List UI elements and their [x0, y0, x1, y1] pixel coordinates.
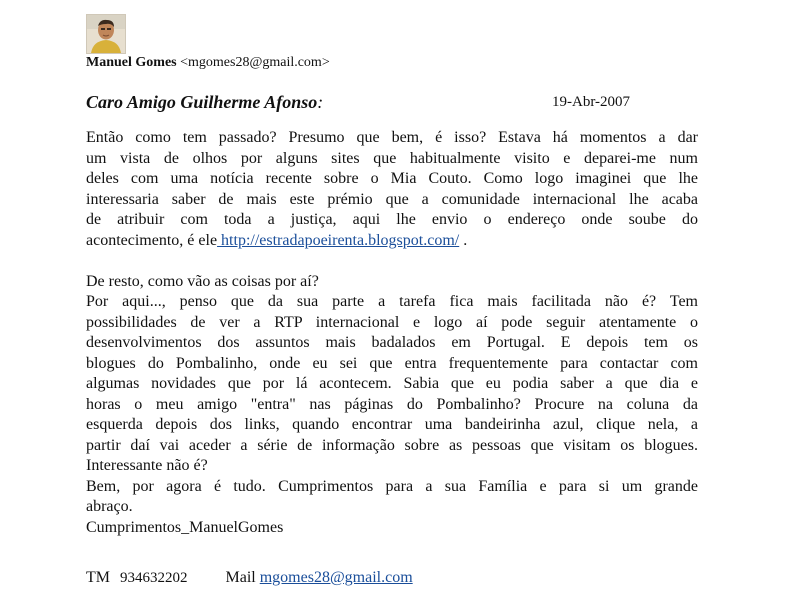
paragraph-line: Então como tem passado? Presumo que bem, é isso? Estava há momentos a dar: [86, 129, 698, 146]
greeting: [86, 92, 323, 113]
email-link[interactable]: mgomes28@gmail.com: [259, 569, 413, 586]
paragraph-body: [86, 292, 698, 538]
sender-line: [86, 55, 330, 71]
paragraph-line: esquerda depois dos links, quando encontrar uma bandeirinha azul, clique nela, a: [86, 416, 698, 433]
sender-email: <mgomes28@gmail.com>: [180, 55, 330, 70]
sender-name: Manuel Gomes: [86, 55, 177, 70]
avatar: [86, 14, 126, 54]
greeting-colon: :: [317, 92, 324, 112]
letter-date: 19-Abr-2007: [552, 94, 631, 110]
phone-label: TM: [86, 569, 110, 586]
paragraph-line: desenvolvimentos dos assuntos mais badalados em Portugal. E depois tem os: [86, 334, 698, 351]
link-suffix: .: [459, 231, 468, 249]
paragraph-line-last: [86, 231, 698, 252]
link-prefix: acontecimento, é ele: [86, 231, 218, 249]
closing-line-last: abraço.: [86, 498, 133, 515]
paragraph-question: [86, 272, 698, 293]
greeting-text: Caro Amigo Guilherme Afonso: [86, 92, 318, 112]
paragraph-line: possibilidades de ver a RTP internacional e logo aí pode seguir atentamente o: [86, 313, 698, 331]
paragraph-line: um vista de olhos por alguns sites que habitualmente visito e deparei-me num: [86, 149, 698, 167]
paragraph-line: de atribuir com toda a justiça, aqui lhe envio o endereço onde soube do: [86, 211, 698, 228]
blog-link[interactable]: http://estradapoeirenta.blogspot.com/: [217, 231, 460, 249]
mail-label: Mail: [225, 569, 256, 586]
signoff: Cumprimentos_ManuelGomes: [86, 518, 284, 536]
question-line: De resto, como vão as coisas por aí?: [86, 273, 319, 290]
paragraph-line: Interessante não é?: [86, 457, 208, 474]
contact-footer: [86, 569, 413, 587]
paragraph-line: interessaria saber de mais este prémio que a comunidade internacional lhe acaba: [86, 190, 698, 208]
paragraph-line: blogues do Pombalinho, onde eu sei que entra frequentemente para contactar com: [86, 354, 698, 372]
phone-number: 934632202: [120, 570, 188, 586]
closing-line: Bem, por agora é tudo. Cumprimentos para a sua Família e para si um grande: [86, 477, 698, 495]
paragraph-line: deles com uma notícia recente sobre o Mia Couto. Como logo imaginei que lhe: [86, 170, 698, 187]
paragraph-line: algumas novidades que por lá acontecem. Sabia que eu podia saber a que dia e: [86, 375, 698, 392]
paragraph-line: horas o meu amigo "entra" nas páginas do Pombalinho? Procure na coluna da: [86, 395, 698, 413]
paragraph-intro: [86, 128, 698, 251]
paragraph-line: Por aqui..., penso que da sua parte a tarefa fica mais facilitada não é? Tem: [86, 293, 698, 310]
avatar-photo: [87, 15, 125, 53]
paragraph-line: partir daí vai aceder a série de informação sobre as pessoas que visitam os blogues.: [86, 436, 698, 454]
